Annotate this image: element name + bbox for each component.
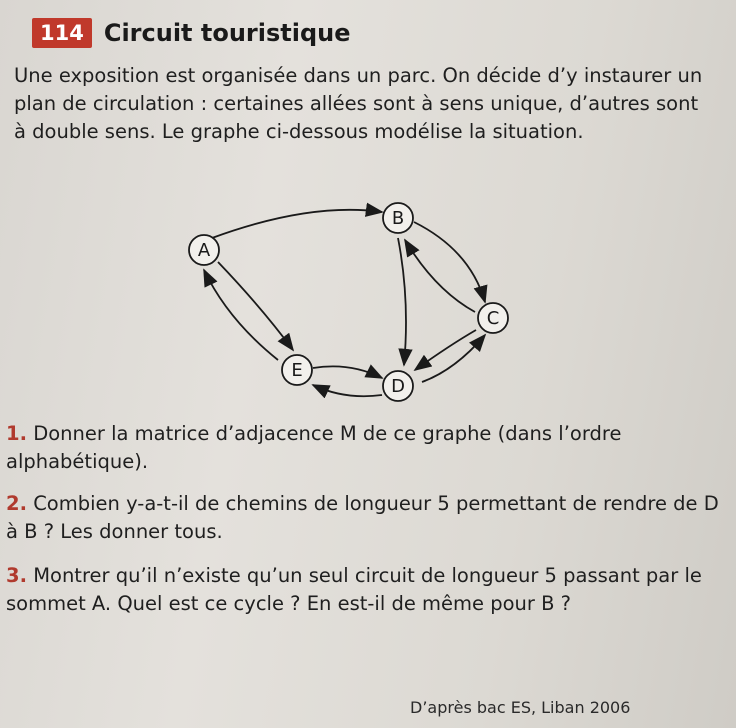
node-b (383, 203, 413, 233)
edge-a-to-e (218, 262, 293, 350)
source-reference: D’après bac ES, Liban 2006 (410, 698, 631, 717)
node-a (189, 235, 219, 265)
edge-a-to-b (212, 210, 382, 238)
exercise-header (32, 18, 351, 48)
question-3 (6, 562, 726, 618)
node-d-label: D (391, 376, 405, 397)
exercise-title: Circuit touristique (103, 19, 351, 47)
edge-e-to-d (313, 366, 382, 378)
exercise-intro: Une exposition est organisée dans un parc. On décide d’y instaurer un plan de circulation : certaines allées sont à sens unique, d’autres sont à double sens. Le graphe ci-dessous modélise la situation. (14, 64, 703, 143)
exercise-number-badge: 114 (32, 18, 92, 48)
node-d (383, 371, 413, 401)
edge-b-to-c (414, 222, 485, 302)
question-3-text: Montrer qu’il n’existe qu’un seul circuit de longueur 5 passant par le sommet A. Quel est ce cycle ? En est-il de même pour B ? (6, 564, 702, 615)
edge-c-to-b (405, 240, 475, 312)
edge-b-to-d (398, 238, 406, 365)
edge-d-to-e (313, 385, 382, 396)
node-a-label: A (197, 240, 211, 261)
node-e (282, 355, 312, 385)
edge-c-to-d (415, 330, 476, 370)
node-c (478, 303, 508, 333)
node-c-label: C (486, 308, 500, 329)
question-2 (6, 490, 726, 546)
question-1-number: 1. (6, 422, 27, 445)
question-3-number: 3. (6, 564, 27, 587)
node-b-label: B (391, 208, 405, 229)
question-1-text: Donner la matrice d’adjacence M de ce graphe (dans l’ordre alphabétique). (6, 422, 622, 473)
directed-graph (160, 190, 540, 420)
question-1 (6, 420, 726, 476)
graph-edges (204, 210, 485, 396)
node-e-label: E (291, 360, 303, 381)
question-2-number: 2. (6, 492, 27, 515)
question-2-text: Combien y-a-t-il de chemins de longueur 5 permettant de rendre de D à B ? Les donner tous. (6, 492, 719, 543)
edge-e-to-a (204, 270, 278, 360)
